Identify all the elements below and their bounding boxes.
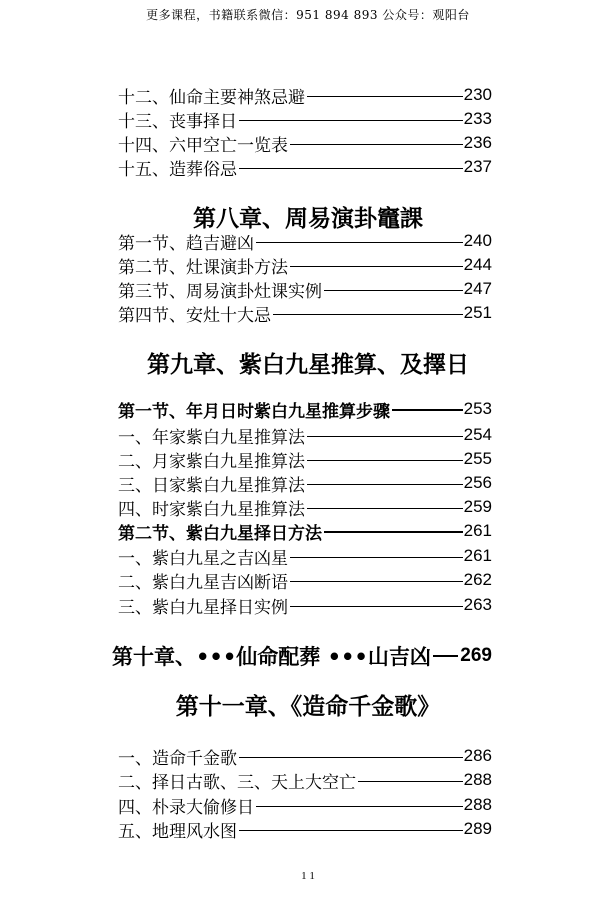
dot-leader <box>239 830 463 831</box>
toc-entry <box>118 132 492 154</box>
dot-leader <box>239 168 463 169</box>
toc-entry-label: 第二节、紫白九星择日方法 <box>118 523 322 544</box>
toc-page-number: 233 <box>463 109 492 128</box>
toc-entry <box>118 108 492 130</box>
toc-entry <box>118 230 492 252</box>
dot-leader <box>307 436 463 437</box>
toc-page-number: 262 <box>463 570 492 589</box>
toc-entry-label: 一、造命千金歌 <box>118 748 237 769</box>
toc-page-number: 247 <box>463 279 492 298</box>
dot-leader <box>324 290 463 291</box>
toc-page-number: 251 <box>463 303 492 322</box>
dot-leader <box>307 508 463 509</box>
dot-leader <box>290 266 463 267</box>
chapter-heading: 第十一章、《造命千金歌》 <box>175 694 441 720</box>
toc-entry <box>118 569 492 591</box>
toc-entry-label: 第二节、灶课演卦方法 <box>118 257 288 278</box>
chapter-heading: 第九章、紫白九星推算、及擇日 <box>147 352 469 378</box>
toc-page-number: 254 <box>463 425 492 444</box>
toc-entry-label: 一、年家紫白九星推算法 <box>118 427 305 448</box>
toc-page-number: 269 <box>460 645 492 666</box>
toc-entry <box>118 769 492 791</box>
toc-entry <box>118 594 492 616</box>
dot-leader <box>307 460 463 461</box>
dot-leader <box>324 531 463 533</box>
toc-entry <box>118 496 492 518</box>
toc-entry-label: 十五、造葬俗忌 <box>118 159 237 180</box>
toc-entry-label: 第三节、周易演卦灶课实例 <box>118 281 322 302</box>
toc-entry-label: 二、择日古歌、三、天上大空亡 <box>118 772 356 793</box>
toc-page-number: 286 <box>463 746 492 765</box>
page-header: 更多课程，书籍联系微信：951 894 893 公众号：观阳台 <box>146 8 470 22</box>
toc-entry <box>118 794 492 816</box>
toc-entry-label: 五、地理风水图 <box>118 821 237 842</box>
dot-leader <box>290 606 463 607</box>
dot-leader <box>256 806 463 807</box>
dot-leader <box>358 781 463 782</box>
toc-entry <box>118 745 492 767</box>
dot-leader <box>392 409 463 411</box>
toc-page-number: 236 <box>463 133 492 152</box>
dot-leader <box>433 655 458 657</box>
toc-section-entry <box>118 398 492 420</box>
chapter-label: 第十章、•••仙命配葬 •••山吉凶 <box>112 645 431 669</box>
toc-entry <box>118 818 492 840</box>
toc-entry-label: 三、日家紫白九星推算法 <box>118 475 305 496</box>
toc-entry <box>118 302 492 324</box>
dot-leader <box>256 242 463 243</box>
toc-entry-label: 四、朴录大偷修日 <box>118 797 254 818</box>
toc-page-number: 256 <box>463 473 492 492</box>
toc-entry-label: 第四节、安灶十大忌 <box>118 305 271 326</box>
toc-entry-label: 四、时家紫白九星推算法 <box>118 499 305 520</box>
toc-page-number: 289 <box>463 819 492 838</box>
toc-entry-label: 二、月家紫白九星推算法 <box>118 451 305 472</box>
toc-page-number: 237 <box>463 157 492 176</box>
dot-leader <box>239 120 463 121</box>
toc-page-number: 259 <box>463 497 492 516</box>
toc-entry-label: 三、紫白九星择日实例 <box>118 597 288 618</box>
toc-entry-label: 十四、六甲空亡一览表 <box>118 135 288 156</box>
toc-entry-label: 第一节、年月日时紫白九星推算步骤 <box>118 401 390 422</box>
toc-page-number: 244 <box>463 255 492 274</box>
toc-page-number: 230 <box>463 85 492 104</box>
chapter-entry <box>112 642 492 670</box>
toc-page-number: 288 <box>463 795 492 814</box>
toc-entry <box>118 254 492 276</box>
toc-page-number: 261 <box>463 521 492 540</box>
dot-leader <box>290 581 463 582</box>
toc-page-number: 263 <box>463 595 492 614</box>
toc-entry-label: 二、紫白九星吉凶断语 <box>118 572 288 593</box>
toc-entry <box>118 156 492 178</box>
toc-entry-label: 十三、丧事择日 <box>118 111 237 132</box>
dot-leader <box>273 314 463 315</box>
toc-entry <box>118 448 492 470</box>
toc-entry <box>118 472 492 494</box>
dot-leader <box>239 757 463 758</box>
toc-entry <box>118 278 492 300</box>
toc-entry-label: 一、紫白九星之吉凶星 <box>118 548 288 569</box>
toc-page-number: 288 <box>463 770 492 789</box>
dot-leader <box>307 484 463 485</box>
chapter-heading: 第八章、周易演卦竈課 <box>193 206 423 232</box>
dot-leader <box>290 557 463 558</box>
toc-entry <box>118 545 492 567</box>
toc-entry <box>118 84 492 106</box>
toc-page-number: 240 <box>463 231 492 250</box>
toc-page-number: 253 <box>463 399 492 418</box>
toc-page-number: 255 <box>463 449 492 468</box>
toc-page-number: 261 <box>463 546 492 565</box>
dot-leader <box>290 144 463 145</box>
dot-leader <box>307 96 463 97</box>
page-number: 1 1 <box>301 870 315 882</box>
toc-entry-label: 第一节、趋吉避凶 <box>118 233 254 254</box>
toc-section-entry <box>118 520 492 542</box>
toc-entry <box>118 424 492 446</box>
toc-entry-label: 十二、仙命主要神煞忌避 <box>118 87 305 108</box>
